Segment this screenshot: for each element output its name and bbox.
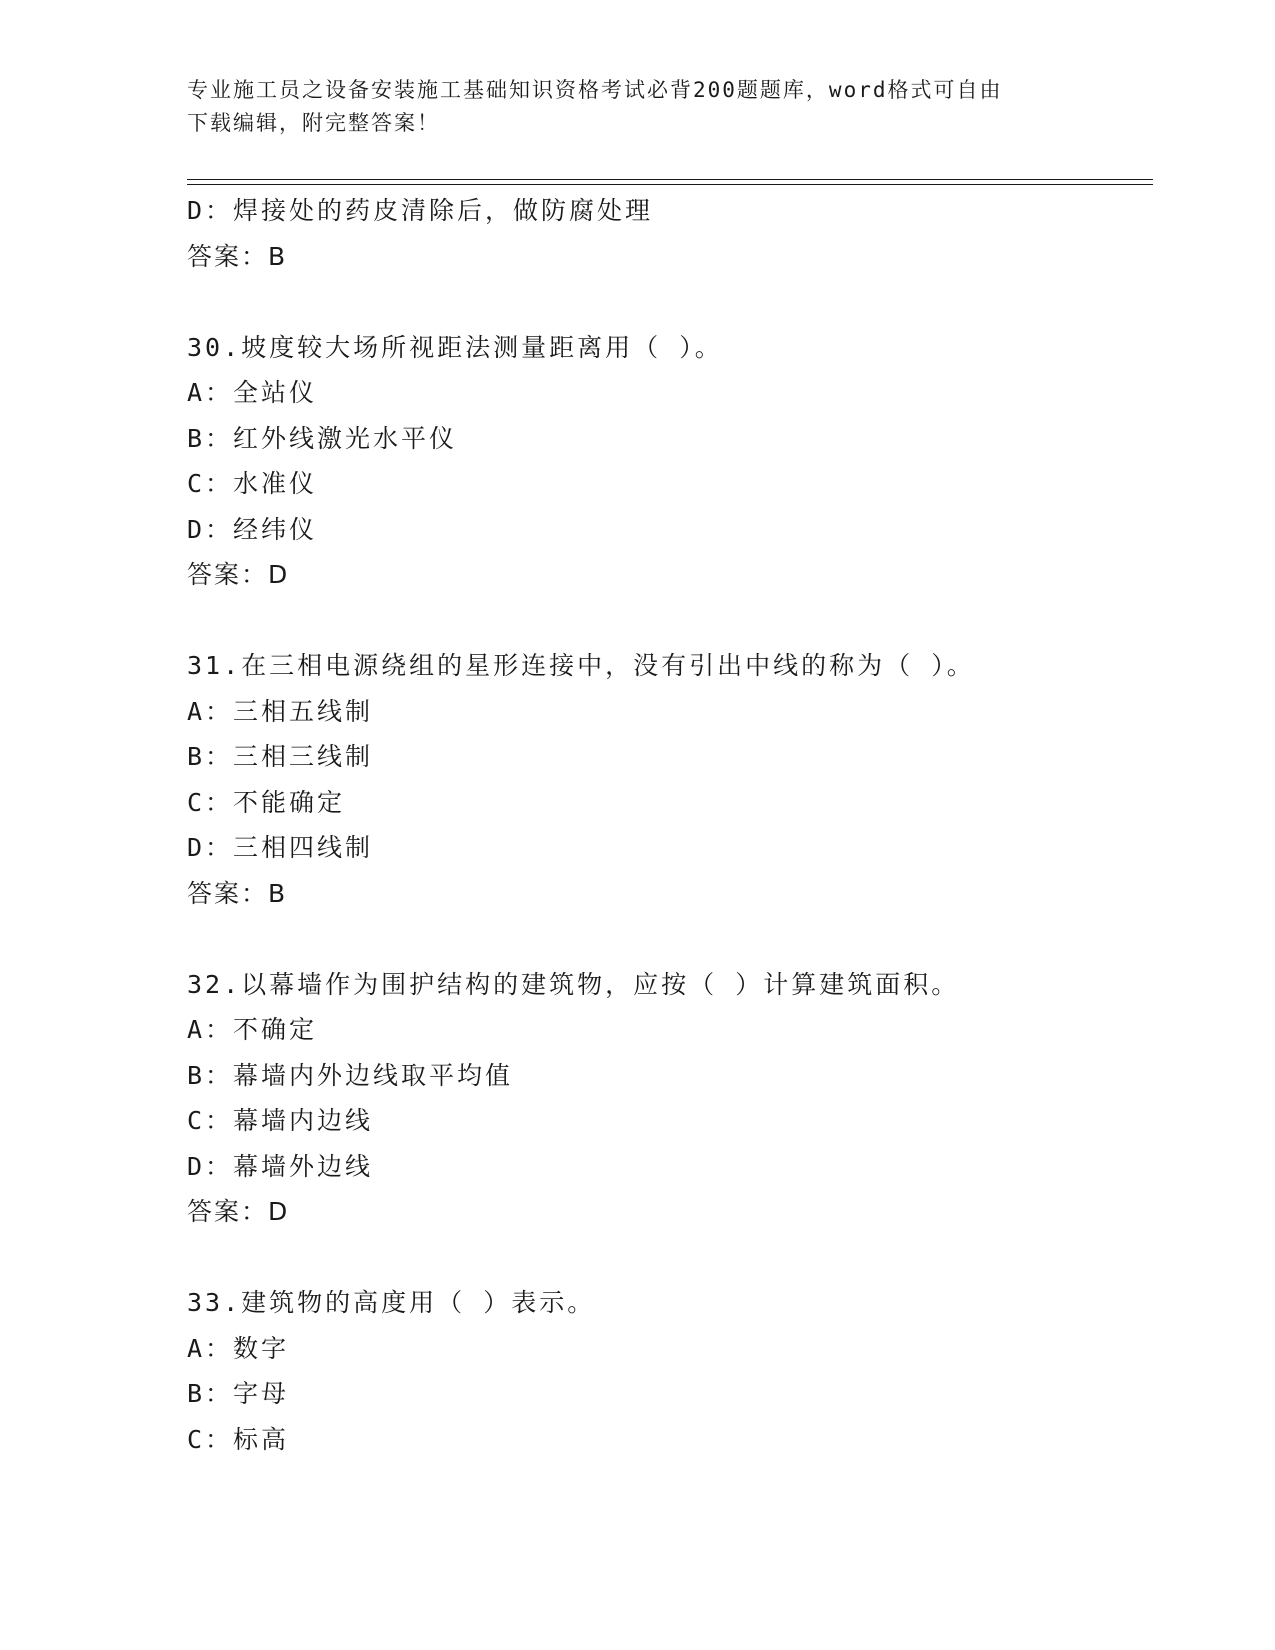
option-c: C：幕墙内边线 [187,1106,374,1135]
question-list [187,188,1153,1462]
question-30 [187,325,1153,598]
header-divider-top [187,179,1153,180]
option-b: B：红外线激光水平仪 [187,423,458,453]
spacer [187,279,1153,325]
question-stem: 32.以幕墙作为围护结构的建筑物，应按（ ）计算建筑面积。 [187,969,960,999]
option-a: A：三相五线制 [187,696,374,726]
question-stem: 31.在三相电源绕组的星形连接中，没有引出中线的称为（ ）。 [187,651,975,680]
answer-line: 答案：D [187,560,290,589]
option-b: B：幕墙内外边线取平均值 [187,1060,514,1090]
question-29-remainder [187,188,1153,279]
option-c: C：标高 [187,1424,290,1454]
question-31 [187,643,1153,916]
question-33 [187,1280,1153,1462]
option-c: C：水准仪 [187,469,318,498]
option-b: B：字母 [187,1379,290,1408]
question-stem: 33.建筑物的高度用（ ）表示。 [187,1288,596,1317]
option-d: D：三相四线制 [187,833,374,862]
option-b: B：三相三线制 [187,742,374,771]
option-a: A：数字 [187,1333,290,1363]
spacer [187,1235,1153,1281]
option-a: A：全站仪 [187,378,318,407]
spacer [187,916,1153,962]
option-d: D：幕墙外边线 [187,1151,374,1181]
option-d: D：经纬仪 [187,514,318,544]
question-stem: 30.坡度较大场所视距法测量距离用（ ）。 [187,332,723,362]
option-c: C：不能确定 [187,787,346,817]
option-a: A：不确定 [187,1015,318,1044]
header-divider-bottom [187,184,1153,185]
header-line-2: 下载编辑，附完整答案！ [187,111,440,135]
answer-line: 答案：D [187,1197,290,1226]
answer-line: 答案：B [187,878,288,908]
spacer [187,598,1153,644]
option-d: D：焊接处的药皮清除后，做防腐处理 [187,196,654,225]
question-32 [187,962,1153,1235]
document-header [187,74,1087,140]
answer-line: 答案：B [187,241,288,271]
header-line-1: 专业施工员之设备安装施工基础知识资格考试必背200题题库，word格式可自由 [187,78,1003,102]
